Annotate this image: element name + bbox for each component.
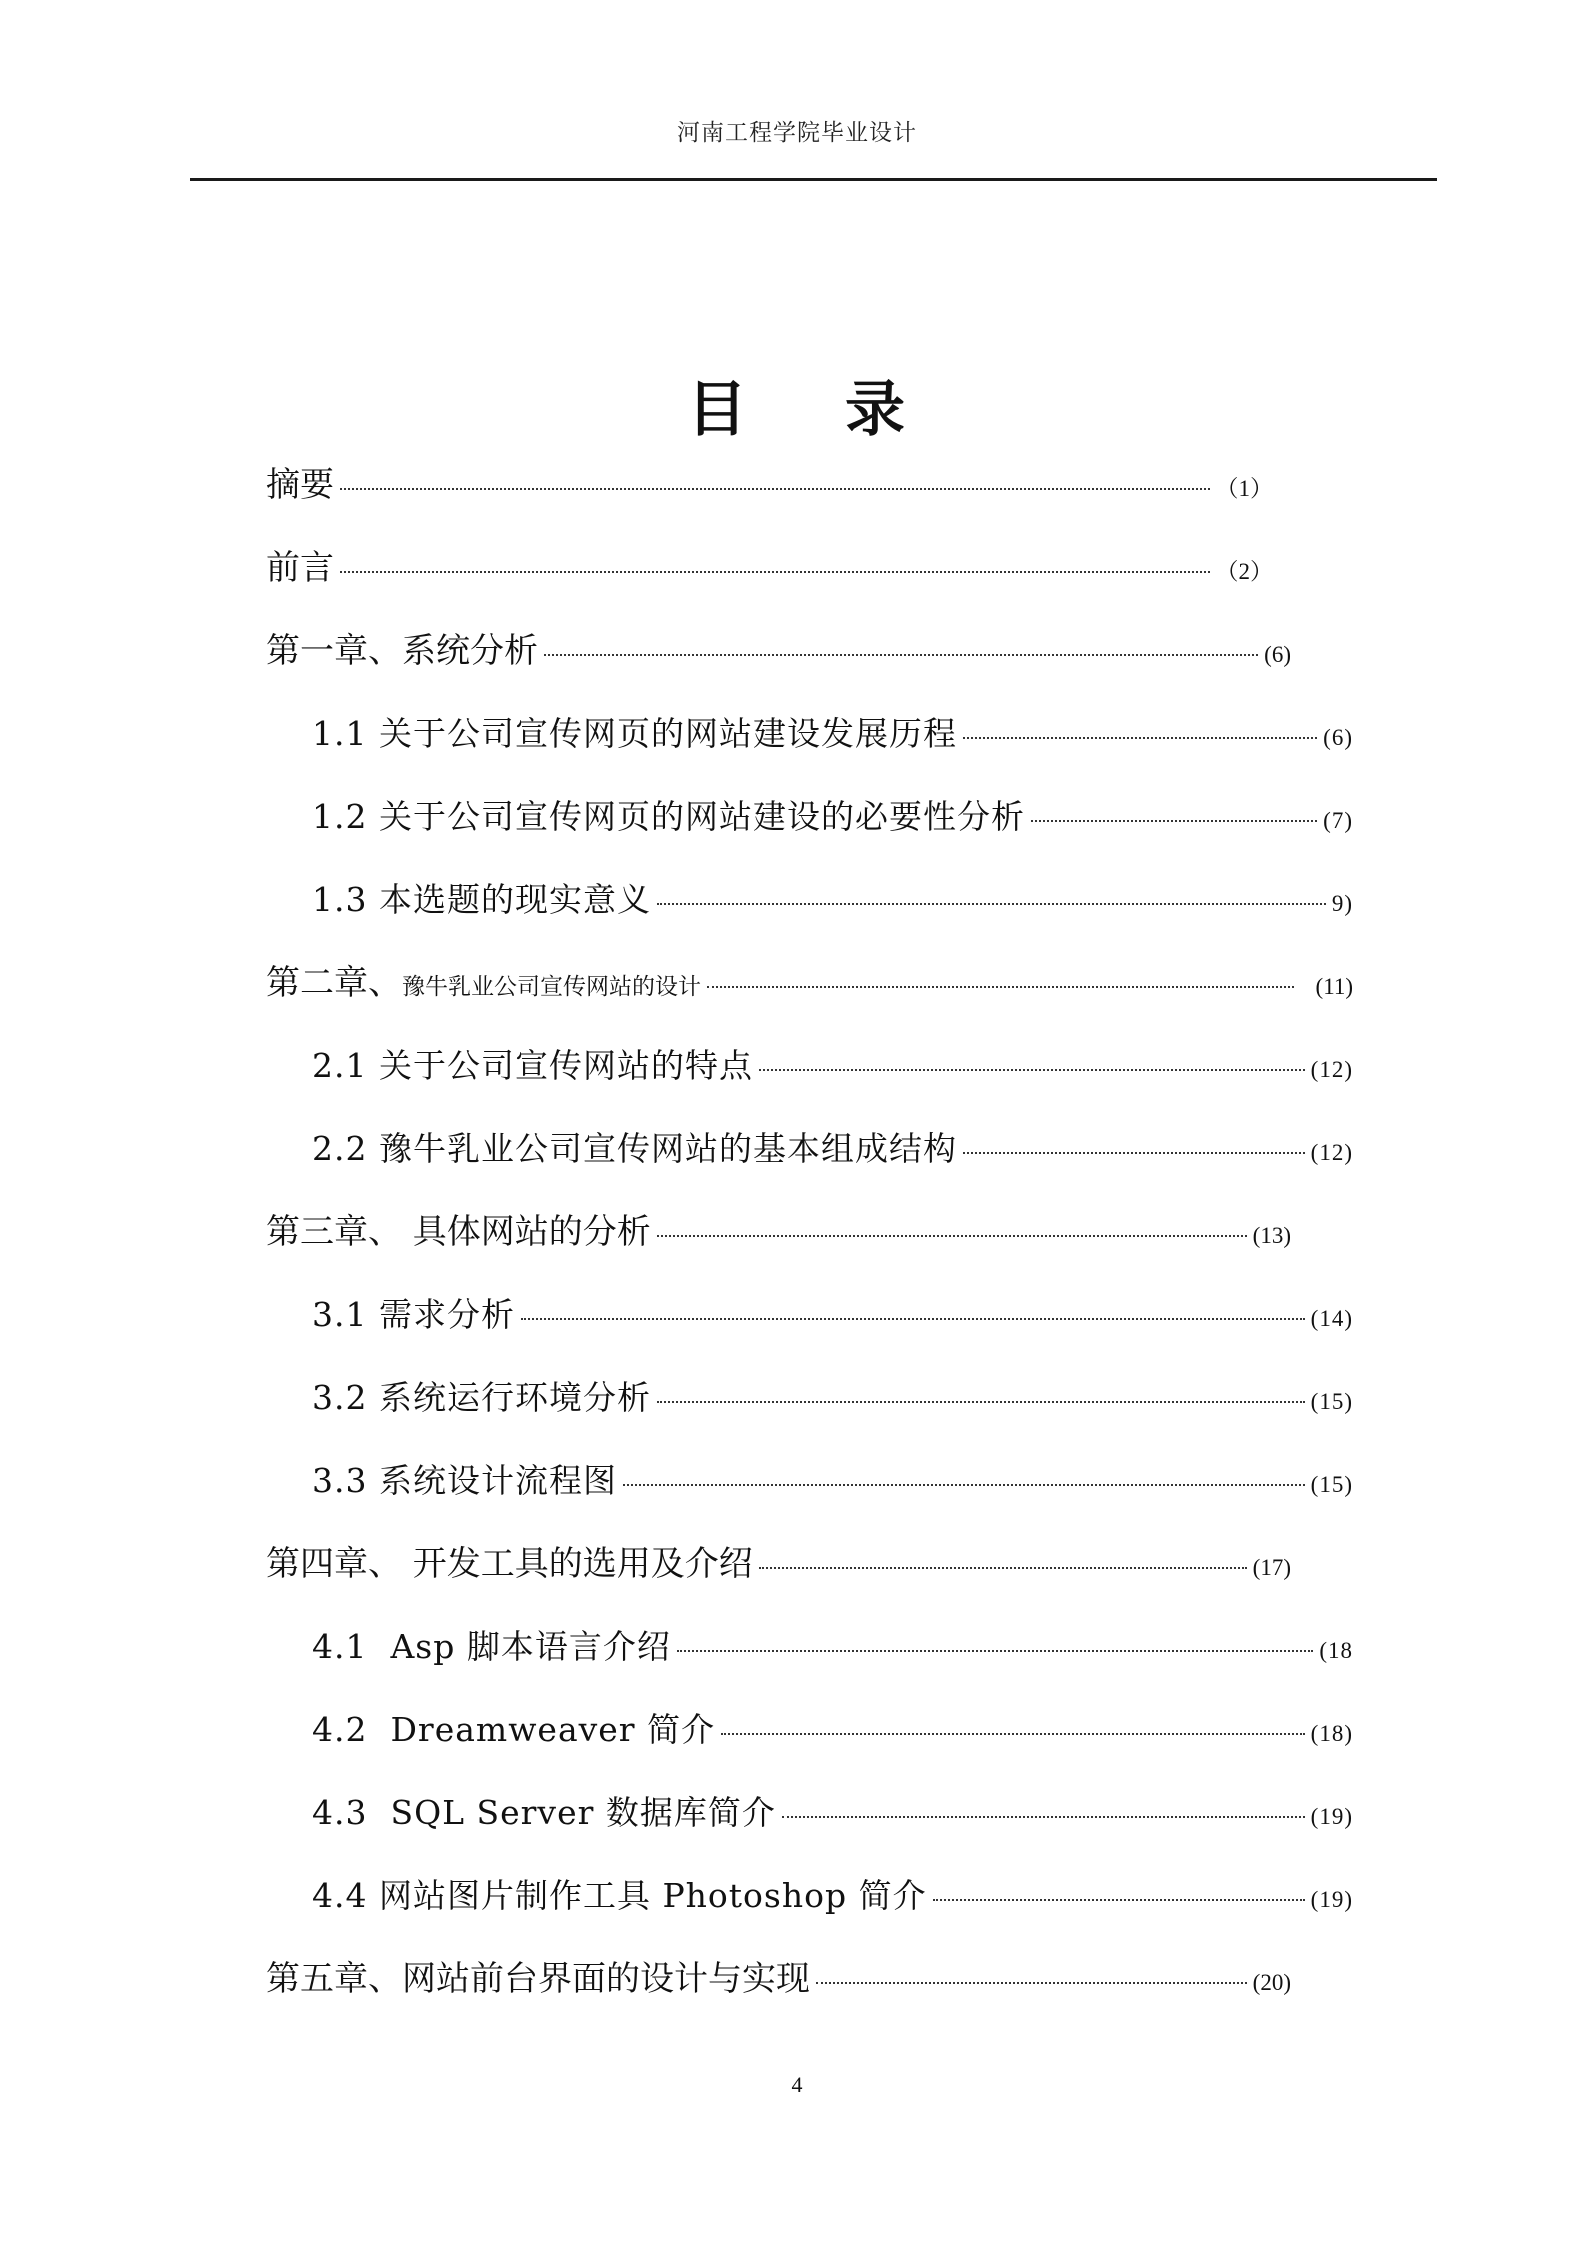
toc-entry-title: 2.1 关于公司宣传网站的特点 bbox=[312, 1046, 753, 1085]
toc-page-ref: (12) bbox=[1310, 1140, 1353, 1165]
toc-entry-2-2[interactable] bbox=[312, 1119, 1353, 1179]
toc-entry-title: 第四章、 开发工具的选用及介绍 bbox=[266, 1544, 753, 1584]
toc-page-ref: (18) bbox=[1310, 1721, 1353, 1746]
toc-entry-title: 第三章、 具体网站的分析 bbox=[266, 1212, 651, 1252]
toc-page-ref: (14) bbox=[1310, 1306, 1353, 1331]
toc-entry-chapter-5[interactable] bbox=[266, 1949, 1291, 2009]
toc-heading-char-2: 录 bbox=[845, 375, 907, 445]
toc-entry-title: 4.4 网站图片制作工具 Photoshop 简介 bbox=[312, 1876, 927, 1915]
page-number: 4 bbox=[791, 2072, 803, 2097]
toc-entry-title: 4.1 Asp 脚本语言介绍 bbox=[312, 1627, 671, 1666]
dot-leader bbox=[759, 1069, 1305, 1071]
toc-entry-title: 1.3 本选题的现实意义 bbox=[312, 880, 651, 919]
toc-page-ref: (15) bbox=[1310, 1389, 1353, 1414]
toc-entry-3-3[interactable] bbox=[312, 1451, 1353, 1511]
toc-page-ref: (20) bbox=[1252, 1970, 1291, 1995]
toc-entry-3-1[interactable] bbox=[312, 1285, 1353, 1345]
toc-heading bbox=[0, 362, 1594, 448]
dot-leader bbox=[1031, 820, 1317, 822]
toc-page-ref: 9) bbox=[1331, 891, 1353, 916]
dot-leader bbox=[963, 737, 1317, 739]
toc-entry-title: 第五章、网站前台界面的设计与实现 bbox=[266, 1959, 810, 1999]
toc-page-ref: （2） bbox=[1215, 559, 1273, 584]
toc-entry-chapter-1[interactable] bbox=[266, 621, 1291, 681]
dot-leader bbox=[933, 1899, 1305, 1901]
dot-leader bbox=[657, 1401, 1305, 1403]
toc-entry-4-3[interactable] bbox=[312, 1783, 1353, 1843]
toc-entry-1-1[interactable] bbox=[312, 704, 1353, 764]
toc-entry-title: 4.3 SQL Server 数据库简介 bbox=[312, 1793, 776, 1832]
toc-entry-4-1[interactable] bbox=[312, 1617, 1353, 1677]
toc-entry-title: 3.1 需求分析 bbox=[312, 1295, 515, 1334]
toc-entry-3-2[interactable] bbox=[312, 1368, 1353, 1428]
toc-entry-chapter-3[interactable] bbox=[266, 1202, 1291, 1262]
toc-entry-preface[interactable] bbox=[266, 538, 1273, 598]
dot-leader bbox=[721, 1733, 1305, 1735]
dot-leader bbox=[707, 986, 1294, 988]
toc-entry-title: 前言 bbox=[266, 548, 334, 588]
toc-entry-chapter-4[interactable] bbox=[266, 1534, 1291, 1594]
toc-page-ref: (13) bbox=[1252, 1223, 1291, 1248]
toc-entry-title: 第一章、系统分析 bbox=[266, 631, 538, 671]
dot-leader bbox=[544, 654, 1258, 656]
dot-leader bbox=[759, 1567, 1247, 1569]
dot-leader bbox=[340, 571, 1210, 573]
toc-entry-4-4[interactable] bbox=[312, 1866, 1353, 1926]
toc-entry-2-1[interactable] bbox=[312, 1036, 1353, 1096]
toc-entry-title: 3.2 系统运行环境分析 bbox=[312, 1378, 651, 1417]
toc-entry-title: 1.1 关于公司宣传网页的网站建设发展历程 bbox=[312, 714, 957, 753]
toc-page-ref: (19) bbox=[1310, 1804, 1353, 1829]
dot-leader bbox=[657, 1235, 1247, 1237]
toc-entry-title bbox=[266, 953, 701, 1017]
dot-leader bbox=[963, 1152, 1305, 1154]
dot-leader bbox=[623, 1484, 1305, 1486]
toc-entry-title: 3.3 系统设计流程图 bbox=[312, 1461, 617, 1500]
toc-page-ref: (12) bbox=[1310, 1057, 1353, 1082]
toc-entry-4-2[interactable] bbox=[312, 1700, 1353, 1760]
dot-leader bbox=[782, 1816, 1305, 1818]
header-divider bbox=[190, 178, 1437, 181]
toc-entry-chapter-2[interactable] bbox=[266, 953, 1353, 1013]
toc-page-ref: (19) bbox=[1310, 1887, 1353, 1912]
running-header: 河南工程学院毕业设计 bbox=[677, 120, 917, 146]
toc-page-ref: (17) bbox=[1252, 1555, 1291, 1580]
dot-leader bbox=[340, 488, 1210, 490]
toc-page-ref: (6) bbox=[1323, 725, 1353, 750]
toc-page-ref: （1） bbox=[1215, 476, 1273, 501]
toc-page-ref: (15) bbox=[1310, 1472, 1353, 1497]
toc-heading-char-1: 目 bbox=[687, 375, 749, 445]
dot-leader bbox=[677, 1650, 1313, 1652]
dot-leader bbox=[521, 1318, 1305, 1320]
dot-leader bbox=[816, 1982, 1247, 1984]
toc-entry-title: 4.2 Dreamweaver 简介 bbox=[312, 1710, 716, 1749]
toc-page-ref: (7) bbox=[1323, 808, 1353, 833]
dot-leader bbox=[657, 903, 1326, 905]
toc-entry-abstract[interactable] bbox=[266, 455, 1273, 515]
toc-entry-title-small: 豫牛乳业公司宣传网站的设计 bbox=[402, 974, 701, 1000]
toc-entry-1-2[interactable] bbox=[312, 787, 1353, 847]
toc-entry-1-3[interactable] bbox=[312, 870, 1353, 930]
toc-entry-title: 摘要 bbox=[266, 465, 334, 505]
toc-entry-title: 2.2 豫牛乳业公司宣传网站的基本组成结构 bbox=[312, 1129, 957, 1168]
toc-entry-title-prefix: 第二章、 bbox=[266, 963, 402, 1003]
toc-page-ref: (6) bbox=[1264, 642, 1291, 667]
toc-page-ref: (18 bbox=[1319, 1638, 1353, 1663]
toc-page-ref: (11) bbox=[1315, 974, 1353, 999]
toc-entry-title: 1.2 关于公司宣传网页的网站建设的必要性分析 bbox=[312, 797, 1025, 836]
